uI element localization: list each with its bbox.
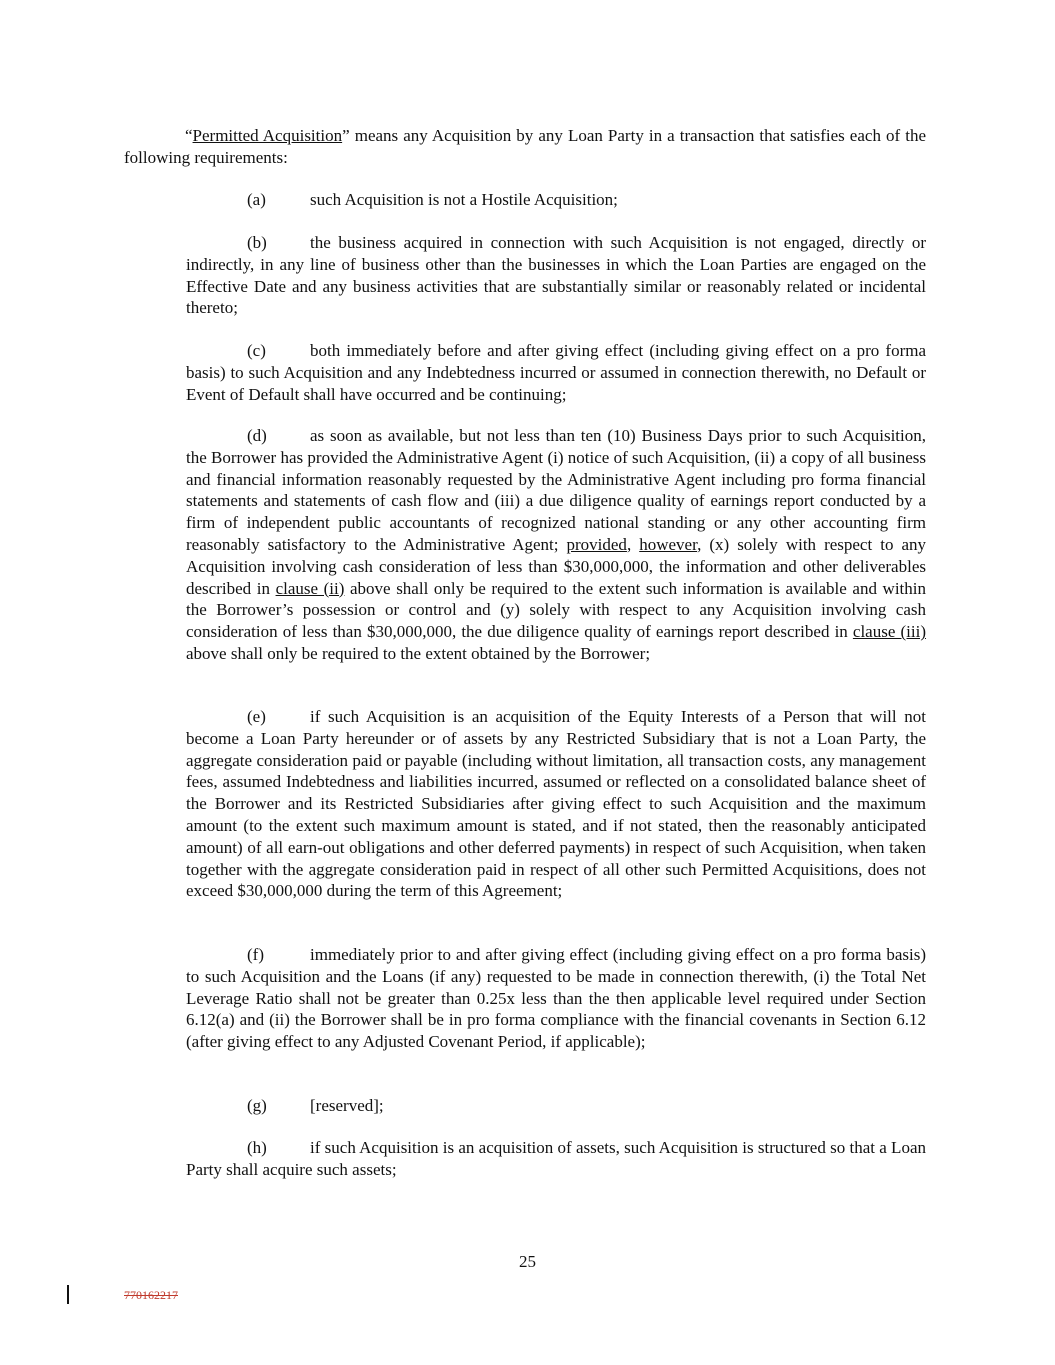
- clause-label: (c): [247, 341, 266, 360]
- clause-b: [186, 232, 926, 319]
- clause-text: as soon as available, but not less than ten (10) Business Days prior to such Acquisition, the Borrower has provided the Administrative Agent (i) notice of such Acquisition, (ii) a copy of all business and financial information reasonably requested by the Administrative Agent including pro forma financial statements and statements of cash flow and (iii) a due diligence quality of earnings report conducted by a firm of independent public accountants of recognized national standing or any other accounting firm reasonably satisfactory to the Administrative Agent;: [186, 426, 926, 554]
- clause-text: above shall only be required to the extent obtained by the Borrower;: [186, 643, 651, 663]
- clause-label: (h): [247, 1138, 267, 1157]
- clause-c: [186, 340, 926, 405]
- defined-term: Permitted Acquisition: [192, 126, 343, 145]
- clause-e: [186, 706, 926, 902]
- clause-label: (g): [247, 1096, 267, 1115]
- clause-text: , (x) solely with respect to any Acquisition involving cash consideration of less than $30,000,000, the information and other deliverables described in: [186, 534, 927, 598]
- clause-text: if such Acquisition is an acquisition of the Equity Interests of a Person that will not become a Loan Party hereunder or of assets by any Restricted Subsidiary that is not a Loan Party, the aggregate consideration paid or payable (including without limitation, all transaction costs, any management fees, assumed Indebtedness and liabilities incurred, assumed or reflected on a consolidated balance sheet of the Borrower and its Restricted Subsidiaries after giving effect to such Acquisition and the maximum amount (to the extent such maximum amount is stated, and if not stated, then the reasonably anticipated amount) of all earn-out obligations and other deferred payments) in respect of such Acquisition, when taken together with the aggregate consideration paid in respect of all other such Permitted Acquisitions, does not exceed $30,000,000 during the term of this Agreement;: [186, 707, 926, 901]
- clause-f: [186, 944, 926, 1053]
- clause-a: [186, 189, 926, 211]
- clause-iii-reference: clause (iii): [852, 622, 926, 642]
- clause-label: (b): [247, 233, 267, 252]
- page-number: 25: [519, 1252, 536, 1271]
- open-quote: “: [185, 126, 193, 145]
- clause-ii-reference: clause (ii): [275, 578, 345, 598]
- clause-text: immediately prior to and after giving effect (including giving effect on a pro forma basis) to such Acquisition and the Loans (if any) requested to be made in connection therewith, (i) the Total Net Leverage Ratio shall not be greater than 0.25x less than the then applicable level required under Section 6.12(a) and (ii) the Borrower shall be in pro forma compliance with the financial covenants in Section 6.12 (after giving effect to any Adjusted Covenant Period, if applicable);: [186, 945, 926, 1052]
- clause-label: (d): [247, 426, 267, 445]
- provided-term: provided: [566, 534, 627, 554]
- document-id: 770162217: [124, 1288, 178, 1302]
- clause-text: such Acquisition is not a Hostile Acquisition;: [310, 190, 618, 209]
- clause-label: (a): [247, 190, 266, 209]
- clause-label: (f): [247, 945, 264, 964]
- clause-text: if such Acquisition is an acquisition of assets, such Acquisition is structured so that a Loan Party shall acquire such assets;: [186, 1138, 926, 1179]
- clause-g: [186, 1095, 926, 1117]
- clause-d: [186, 425, 926, 665]
- however-term: however: [639, 534, 698, 554]
- definition-text: ” means any Acquisition by any Loan Party in a transaction that satisfies each of the following requirements:: [124, 126, 926, 167]
- clause-text: [reserved];: [310, 1096, 384, 1115]
- clause-h: [186, 1137, 926, 1181]
- clause-text: both immediately before and after giving effect (including giving effect on a pro forma basis) to such Acquisition and any Indebtedness incurred or assumed in connection therewith, no Default or Event of Default shall have occurred and be continuing;: [186, 341, 926, 404]
- clause-label: (e): [247, 707, 266, 726]
- definition-paragraph: [124, 125, 926, 169]
- clause-text: the business acquired in connection with such Acquisition is not engaged, directly or indirectly, in any line of business other than the businesses in which the Loan Parties are engaged on the Effective Date and any business activities that are substantially similar or reasonably related or incidental thereto;: [186, 233, 926, 318]
- clause-text: above shall only be required to the extent such information is available and within the Borrower’s possession or control and (y) solely with respect to any Acquisition involving cash consideration of less than $30,000,000, the due diligence quality of earnings report described in: [186, 578, 926, 642]
- clause-text: ,: [626, 534, 640, 554]
- change-bar: [67, 1285, 69, 1304]
